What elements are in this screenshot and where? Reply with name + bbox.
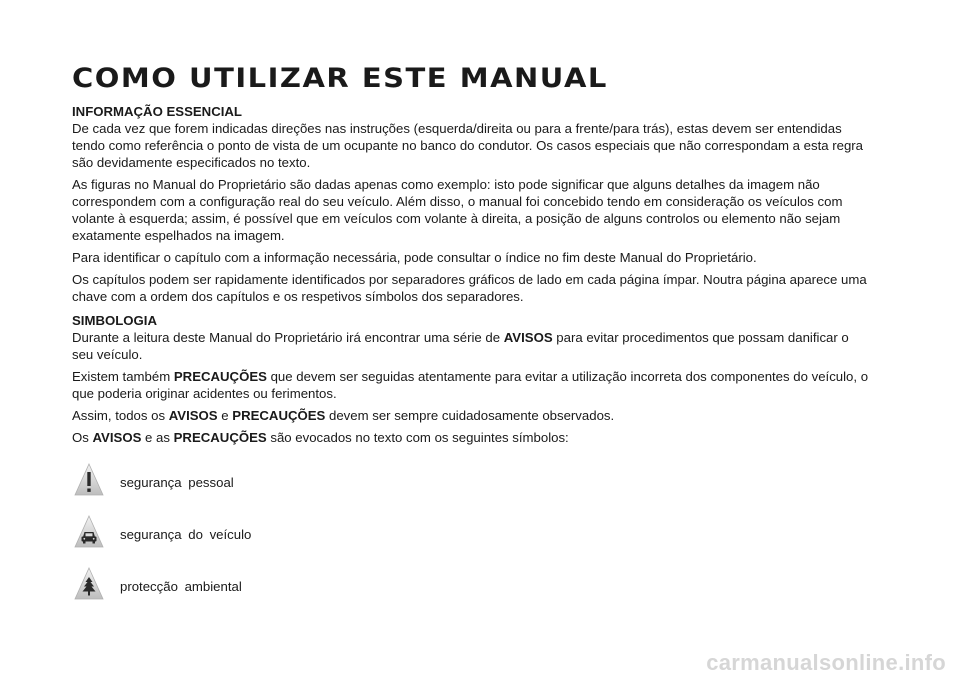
paragraph: Os AVISOS e as PRECAUÇÕES são evocados no texto com os seguintes símbolos:	[72, 430, 569, 445]
exclamation-warning-icon	[72, 463, 104, 502]
section-heading-essential-info: INFORMAÇÃO ESSENCIAL	[72, 104, 242, 119]
precaucoes-term: PRECAUÇÕES	[173, 430, 267, 445]
symbol-environmental-protection	[72, 560, 872, 612]
symbol-label: segurança pessoal	[120, 474, 234, 490]
section-heading-symbology: SIMBOLOGIA	[72, 313, 157, 328]
symbol-label: protecção ambiental	[120, 578, 242, 594]
paragraph: Para identificar o capítulo com a informação necessária, pode consultar o índice no fim deste Manual do Proprietário.	[72, 250, 757, 265]
paragraph: Os capítulos podem ser rapidamente identificados por separadores gráficos de lado em cada página ímpar. Noutra página aparece uma chave com a ordem dos capítulos e os respetivos símbolos dos separadores.	[72, 272, 867, 304]
avisos-term: AVISOS	[168, 408, 218, 423]
car-warning-icon	[72, 515, 104, 554]
avisos-term: AVISOS	[503, 330, 553, 345]
symbol-personal-safety	[72, 456, 872, 508]
paragraph: Assim, todos os AVISOS e PRECAUÇÕES devem ser sempre cuidadosamente observados.	[72, 408, 615, 423]
paragraph: Existem também PRECAUÇÕES que devem ser seguidas atentamente para evitar a utilização incorreta dos componentes do veículo, o que poderia originar acidentes ou ferimentos.	[72, 369, 869, 401]
avisos-term: AVISOS	[92, 430, 142, 445]
watermark: carmanualsonline.info	[706, 650, 946, 675]
paragraph: De cada vez que forem indicadas direções nas instruções (esquerda/direita ou para a frente/para trás), estas devem ser entendidas tendo como referência o ponto de vista de um ocupante no banco do condutor. Os casos especiais que não correspondam a esta regra são devidamente especificados no texto.	[72, 121, 864, 170]
page-title: COMO UTILIZAR ESTE MANUAL	[72, 62, 608, 94]
symbol-list	[72, 456, 872, 612]
symbol-vehicle-safety	[72, 508, 872, 560]
paragraph: As figuras no Manual do Proprietário são dadas apenas como exemplo: isto pode significar que alguns detalhes da imagem não correspondem com a configuração real do seu veículo. Além disso, o manual foi concebido tendo em consideração os veículos com volante à esquerda; assim, é possível que em veículos com volante à direita, a posição de alguns controlos ou elemento não sejam exatamente espelhados na imagem.	[72, 177, 843, 243]
paragraph: Durante a leitura deste Manual do Proprietário irá encontrar uma série de AVISOS para evitar procedimentos que possam danificar o seu veículo.	[72, 330, 849, 362]
tree-warning-icon	[72, 567, 104, 606]
symbol-label: segurança do veículo	[120, 526, 252, 542]
precaucoes-term: PRECAUÇÕES	[173, 369, 267, 384]
page-content	[72, 62, 872, 612]
precaucoes-term: PRECAUÇÕES	[232, 408, 326, 423]
